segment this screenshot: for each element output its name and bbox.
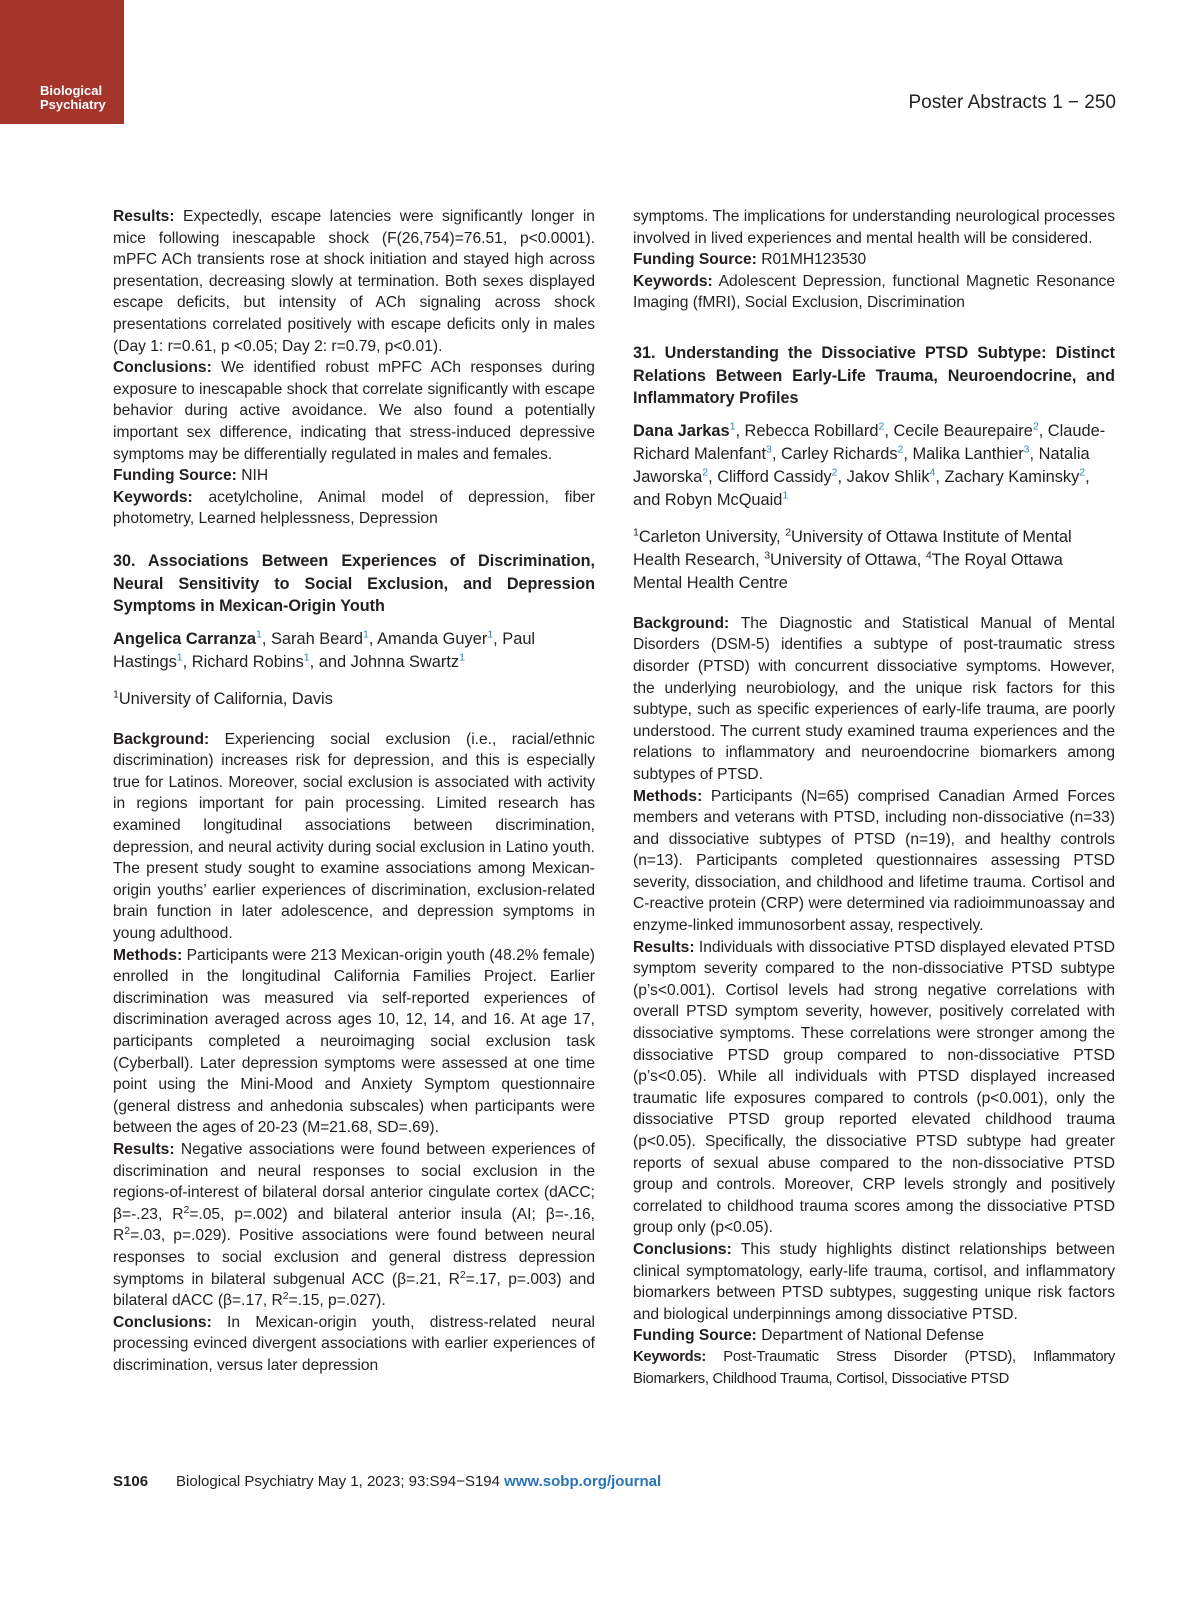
affiliation-text: The Royal Ottawa Mental Health Centre	[633, 550, 1063, 592]
abstract-31-keywords: Keywords: Post-Traumatic Stress Disorder (PTSD), Inflammatory Biomarkers, Childhood Trauma, Cortisol, Dissociative PTSD	[633, 1348, 1116, 1387]
affiliation-ref[interactable]: 1	[487, 628, 494, 641]
keywords-paragraph: Keywords: Adolescent Depression, functional Magnetic Resonance Imaging (fMRI), Social Exclusion, Discrimination	[633, 272, 1115, 312]
abstract-31-background: Background: The Diagnostic and Statistical Manual of Mental Disorders (DSM-5) identifies a subtype of post-traumatic stress disorder (PTSD) with concurrent dissociative symptoms. However, the underlying neurobiology, and the unique risk factors for this subtype, such as specific experiences of early-life trauma, are poorly understood. The current study examined trauma experiences and the relations to inflammatory and neuroendocrine biomarkers among subtypes of PTSD.	[633, 614, 1115, 783]
abstract-30-conclusions: Conclusions: In Mexican-origin youth, distress-related neural processing evinced divergent associations with earlier experiences of discrimination, versus later depression	[113, 1313, 595, 1374]
affiliation-ref[interactable]: 4	[929, 466, 936, 479]
affiliation-ref[interactable]: 2	[897, 443, 904, 456]
abstract-31-methods: Methods: Participants (N=65) comprised Canadian Armed Forces members and veterans with PTSD, including non-dissociative (n=33) and dissociative subtypes of PTSD (n=19), and healthy controls (n=13). Participants completed questionnaires assessing PTSD severity, dissociation, and childhood and lifetime trauma. Cortisol and C-reactive protein (CRP) were determined via radioimmunoassay and enzyme-linked immunosorbent assay, respectively.	[633, 787, 1115, 935]
author-name: Zachary Kaminsky	[944, 467, 1080, 486]
affiliation-ref[interactable]: 2	[702, 466, 709, 479]
abstract-30-authors: Angelica Carranza$^1$, Sarah Beard$^1$, Amanda Guyer$^1$, Paul Hastings$^1$, Richard Robins$^1$, and Johnna Swartz$^1$	[113, 628, 536, 671]
affiliation-ref[interactable]: 2	[1079, 466, 1086, 479]
abstract-31-results: Results: Individuals with dissociative PTSD displayed elevated PTSD symptom severity compared to the non-dissociative PTSD subtype (p’s<0.001). Cortisol levels had strong negative correlations with overall PTSD symptom severity, however, positively correlated with dissociative symptoms. These correlations were stronger among the dissociative PTSD group compared to non-dissociative PTSD (p’s<0.05). While all individuals with PTSD displayed increased traumatic life exposures compared to controls (p<0.001), only the dissociative PTSD group reported elevated childhood trauma (p<0.05). Specifically, the dissociative PTSD subtype had greater reports of sexual abuse compared to the non-dissociative PTSD group and controls. Moreover, CRP levels strongly and positively correlated to childhood trauma scores among the dissociative PTSD group only (p<0.05).	[633, 938, 1115, 1237]
affiliation-text: University of Ottawa Institute of Mental Health Research,	[633, 527, 1072, 569]
abstract-30-results: Results: Negative associations were found between experiences of discrimination and neural responses to social exclusion in the regions-of-interest of bilateral dorsal anterior cingulate cortex (dACC; β=-.23, $R^2=.05$, p=.002) and bilateral anterior insula (AI; β=-.16, $R^2=.03$, p=.029). Positive associations were found between neural responses to social exclusion and general distress depression symptoms in bilateral subgenual ACC (β=.21, $R^2=.17$, p=.003) and bilateral dACC (β=.17, $R^2=.15$, p=.027).	[113, 1140, 596, 1310]
abstract-30-background: Background: Experiencing social exclusion (i.e., racial/ethnic discrimination) increases risk for depression, and this is especially true for Latinos. Moreover, social exclusion is associated with activity in regions important for pain processing. Limited research has examined longitudinal associations between discrimination, depression, and neural activity during social exclusion in Latino youth. The present study sought to examine associations among Mexican-origin youths’ earlier experiences of discrimination, exclusion-related brain function in later adolescence, and depression symptoms in young adulthood.	[113, 730, 595, 943]
affiliation-ref[interactable]: 3	[766, 443, 772, 456]
keywords-paragraph: Keywords: acetylcholine, Animal model of depression, fiber photometry, Learned helplessness, Depression	[113, 488, 595, 528]
running-head: Poster Abstracts 1 − 250	[908, 92, 1116, 113]
affiliation-text: University of Ottawa,	[770, 550, 926, 569]
affiliation-ref[interactable]: 1	[459, 651, 465, 664]
journal-link[interactable]: www.sobp.org/journal	[504, 1473, 662, 1490]
affiliation-ref[interactable]: 1	[176, 651, 183, 664]
affiliation-number: 4	[925, 549, 932, 562]
abstract-31-affiliations	[633, 526, 1115, 595]
citation: Biological Psychiatry May 1, 2023; 93:S94−S194	[176, 1473, 500, 1490]
author-name: Clifford Cassidy	[717, 467, 832, 486]
author-name: Amanda Guyer	[377, 629, 488, 648]
journal-logo-text: Biological Psychiatry	[40, 83, 106, 112]
author-name: Johnna Swartz	[350, 652, 460, 671]
author-name: Angelica Carranza	[113, 629, 257, 648]
funding-paragraph: Funding Source: NIH	[113, 467, 269, 485]
author-name: Jakov Shlik	[846, 467, 930, 486]
journal-logo	[0, 0, 124, 124]
author-name: Carley Richards	[780, 444, 898, 463]
right-column	[633, 206, 1115, 1390]
abstract-30-methods: Methods: Participants were 213 Mexican-origin youth (48.2% female) enrolled in the longitudinal California Families Project. Earlier discrimination was measured via self-reported experiences of discrimination averaged across ages 10, 12, 14, and 16. At age 17, participants completed a neuroimaging social exclusion task (Cyberball). Later depression symptoms were assessed at one time point using the Mini-Mood and Anxiety Symptom questionnaire (general distress and anhedonia subscales) when participants were between the ages of 20-23 (M=21.68, SD=.69).	[113, 946, 595, 1137]
affiliation-ref[interactable]: 3	[1023, 443, 1030, 456]
abstract-31-conclusions: Conclusions: This study highlights distinct relationships between clinical symptomatology, early-life trauma, cortisol, and inflammatory biomarkers between PTSD subtypes, suggesting unique risk factors and biological underpinnings among dissociative PTSD.	[633, 1240, 1115, 1323]
affiliation-ref[interactable]: 1	[303, 651, 310, 664]
affiliation-ref[interactable]: 1	[729, 420, 736, 433]
left-column	[113, 206, 595, 1377]
abstract-31-title: 31. Understanding the Dissociative PTSD Subtype: Distinct Relations Between Early-Life Trauma, Neuroendocrine, and Inflammatory Profiles	[633, 343, 1115, 408]
affiliation-ref[interactable]: 1	[363, 628, 369, 641]
results-paragraph: Results: Expectedly, escape latencies were significantly longer in mice following inescapable shock (F(26,754)=76.51, p<0.0001). mPFC ACh transients rose at shock initiation and stayed high across presentation, decreasing slowly at termination. Both sexes displayed escape deficits, but intensity of ACh signaling across shock presentations correlated positively with escape deficits only in males (Day 1: r=0.61, p <0.05; Day 2: r=0.79, p<0.01).	[113, 208, 595, 355]
affiliation-number: 2	[785, 526, 792, 539]
author-name: Malika Lanthier	[912, 444, 1024, 463]
page-footer	[113, 1473, 661, 1490]
continuation-paragraph: symptoms. The implications for understanding neurological processes involved in lived experiences and mental health will be considered.	[633, 208, 1115, 247]
author-name: Sarah Beard	[270, 629, 364, 648]
author-name: Rebecca Robillard	[744, 421, 879, 440]
affiliation-ref[interactable]: 1	[782, 489, 789, 502]
conclusions-paragraph: Conclusions: We identified robust mPFC ACh responses during exposure to inescapable shock that correlate significantly with escape behavior during active avoidance. We also found a potentially important sex difference, indicating that stress-induced depressive symptoms may be differentially regulated in males and females.	[113, 359, 595, 463]
affiliation-ref[interactable]: 2	[831, 466, 838, 479]
author-name: Claude-Richard Malenfant	[633, 421, 1106, 463]
funding-paragraph: Funding Source: R01MH123530	[633, 251, 867, 269]
affiliation-ref[interactable]: 2	[1032, 420, 1039, 433]
page-number: S106	[113, 1473, 149, 1490]
author-name: Dana Jarkas	[633, 421, 730, 440]
affiliation-number: 3	[764, 549, 771, 562]
abstract-30-affiliation: $^1$University of California, Davis	[113, 688, 333, 708]
affiliation-ref[interactable]: 1	[256, 628, 262, 641]
author-name: Natalia Jaworska	[633, 444, 1090, 486]
abstract-30-title: 30. Associations Between Experiences of Discrimination, Neural Sensitivity to Social Exclusion, and Depression Symptoms in Mexican-Origin Youth	[113, 551, 595, 616]
author-name: Robyn McQuaid	[664, 490, 783, 509]
author-name: Richard Robins	[191, 652, 304, 671]
author-name: Cecile Beaurepaire	[893, 421, 1033, 440]
abstract-31-authors: Dana Jarkas$^1$, Rebecca Robillard$^2$, Cecile Beaurepaire$^2$, Claude-Richard Malenfant$^3$, Carley Richards$^2$, Malika Lanthier$^3$, Natalia Jaworska$^2$, Clifford Cassidy$^2$, Jakov Shlik$^4$, Zachary Kaminsky$^2$, and Robyn McQuaid$^1$	[633, 420, 1106, 509]
affiliation-number: 1	[633, 526, 639, 539]
abstract-31-funding: Funding Source: Department of National Defense	[633, 1327, 984, 1345]
affiliation-ref[interactable]: 2	[878, 420, 885, 433]
author-name: Paul Hastings	[113, 629, 536, 671]
affiliation-text: Carleton University,	[638, 527, 786, 546]
